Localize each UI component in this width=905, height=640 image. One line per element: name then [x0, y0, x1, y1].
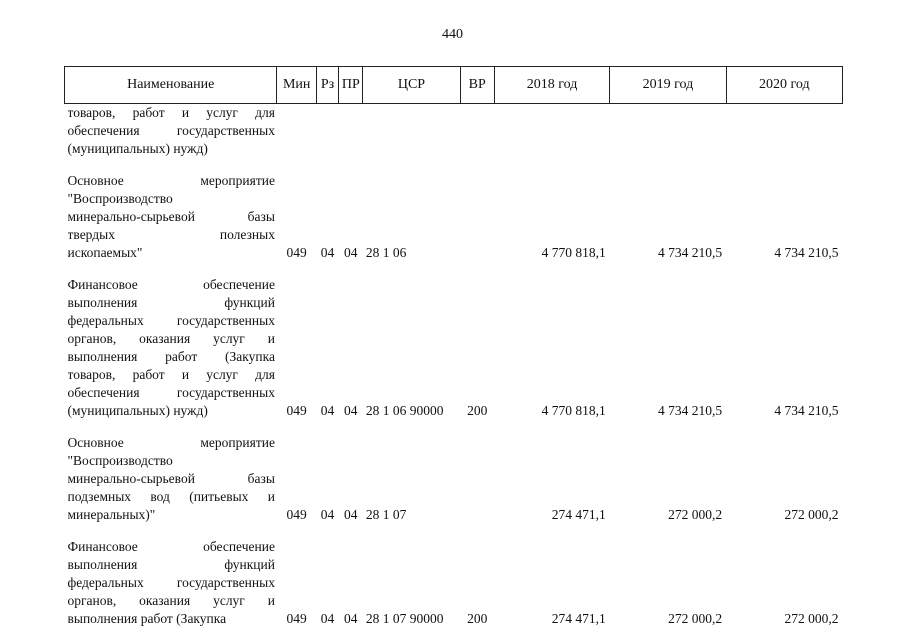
row-name-line: товаров, работ и услуг для [67, 105, 275, 120]
row-name [65, 104, 277, 159]
row-rz: 04 [320, 245, 335, 260]
row-name-line: минерально-сырьевой базы [67, 471, 275, 486]
row-2020: 4 734 210,5 [774, 245, 839, 260]
row-csr: 28 1 07 90000 [365, 611, 444, 626]
row-min: 049 [286, 403, 307, 418]
row-name-line: федеральных государственных [67, 575, 275, 590]
row-2020: 4 734 210,5 [774, 403, 839, 418]
row-min: 049 [286, 507, 307, 522]
header-2019: 2019 год [610, 67, 726, 104]
row-name-line: ископаемых" [67, 245, 143, 260]
row-2020: 272 000,2 [784, 611, 839, 626]
row-rz: 04 [320, 507, 335, 522]
row-name-line: обеспечения государственных [67, 385, 275, 400]
row-csr: 28 1 06 [365, 245, 407, 260]
row-name-line: Основное мероприятие [67, 173, 275, 188]
row-2020: 272 000,2 [784, 507, 839, 522]
row-2020 [726, 104, 842, 159]
header-min: Мин [277, 67, 316, 104]
row-name-line: выполнения функций [67, 295, 275, 310]
row-name-line: Финансовое обеспечение [67, 539, 275, 554]
row-pr [339, 104, 363, 159]
row-name [65, 172, 277, 262]
row-min: 049 [286, 245, 307, 260]
row-name-line: (муниципальных) нужд) [67, 141, 208, 156]
row-name-line: Финансовое обеспечение [67, 277, 275, 292]
row-csr [363, 104, 460, 159]
row-2018: 274 471,1 [551, 611, 606, 626]
header-csr: ЦСР [363, 67, 460, 104]
row-2019: 272 000,2 [668, 611, 723, 626]
row-2019: 272 000,2 [668, 507, 723, 522]
row-2018: 4 770 818,1 [541, 403, 606, 418]
row-name-line: "Воспроизводство [67, 191, 173, 206]
row-name-line: обеспечения государственных [67, 123, 275, 138]
row-vr [460, 104, 494, 159]
row-pr: 04 [344, 507, 358, 522]
header-rz: Рз [316, 67, 338, 104]
row-csr: 28 1 06 90000 [365, 403, 444, 418]
row-name-line: органов, оказания услуг и [67, 593, 275, 608]
row-pr: 04 [344, 611, 358, 626]
row-name-line: твердых полезных [67, 227, 275, 242]
row-name-line: минеральных)" [67, 507, 156, 522]
row-rz: 04 [320, 611, 335, 626]
header-pr: ПР [339, 67, 363, 104]
row-name [65, 434, 277, 524]
header-name: Наименование [65, 67, 277, 104]
row-2019: 4 734 210,5 [657, 403, 723, 418]
row-name-line: органов, оказания услуг и [67, 331, 275, 346]
page-number: 440 [442, 27, 463, 42]
row-name [65, 538, 277, 628]
row-spacer [65, 158, 843, 172]
row-name-line: выполнения работ (Закупка [67, 349, 275, 364]
row-name-line: Основное мероприятие [67, 435, 275, 450]
table-row [65, 538, 843, 628]
header-vr: ВР [460, 67, 494, 104]
row-2019 [610, 104, 726, 159]
row-spacer-cell [65, 158, 843, 172]
row-pr: 04 [344, 245, 358, 260]
row-name-line: (муниципальных) нужд) [67, 403, 208, 418]
row-spacer-cell [65, 420, 843, 434]
row-name-line: минерально-сырьевой базы [67, 209, 275, 224]
header-2020: 2020 год [726, 67, 842, 104]
row-name [65, 276, 277, 420]
row-name-line: товаров, работ и услуг для [67, 367, 275, 382]
row-spacer-cell [65, 524, 843, 538]
row-name-line: "Воспроизводство [67, 453, 173, 468]
row-min: 049 [286, 611, 307, 626]
row-vr: 200 [467, 611, 488, 626]
row-pr: 04 [344, 403, 358, 418]
table-row [65, 104, 843, 159]
row-2018 [494, 104, 609, 159]
row-vr [460, 172, 494, 262]
row-name-line: выполнения функций [67, 557, 275, 572]
row-name-line: выполнения работ (Закупка [67, 611, 227, 626]
row-rz: 04 [320, 403, 335, 418]
row-vr: 200 [467, 403, 488, 418]
row-spacer [65, 262, 843, 276]
row-2018: 274 471,1 [551, 507, 606, 522]
row-spacer [65, 524, 843, 538]
table-row [65, 276, 843, 420]
row-name-line: федеральных государственных [67, 313, 275, 328]
table-row [65, 172, 843, 262]
row-name-line: подземных вод (питьевых и [67, 489, 275, 504]
row-min [277, 104, 316, 159]
row-csr: 28 1 07 [365, 507, 407, 522]
budget-table [64, 66, 843, 628]
row-rz [316, 104, 338, 159]
table-header-row [65, 67, 843, 104]
row-2018: 4 770 818,1 [541, 245, 606, 260]
header-2018: 2018 год [494, 67, 609, 104]
row-spacer [65, 420, 843, 434]
table-row [65, 434, 843, 524]
row-vr [460, 434, 494, 524]
row-spacer-cell [65, 262, 843, 276]
row-2019: 4 734 210,5 [657, 245, 723, 260]
